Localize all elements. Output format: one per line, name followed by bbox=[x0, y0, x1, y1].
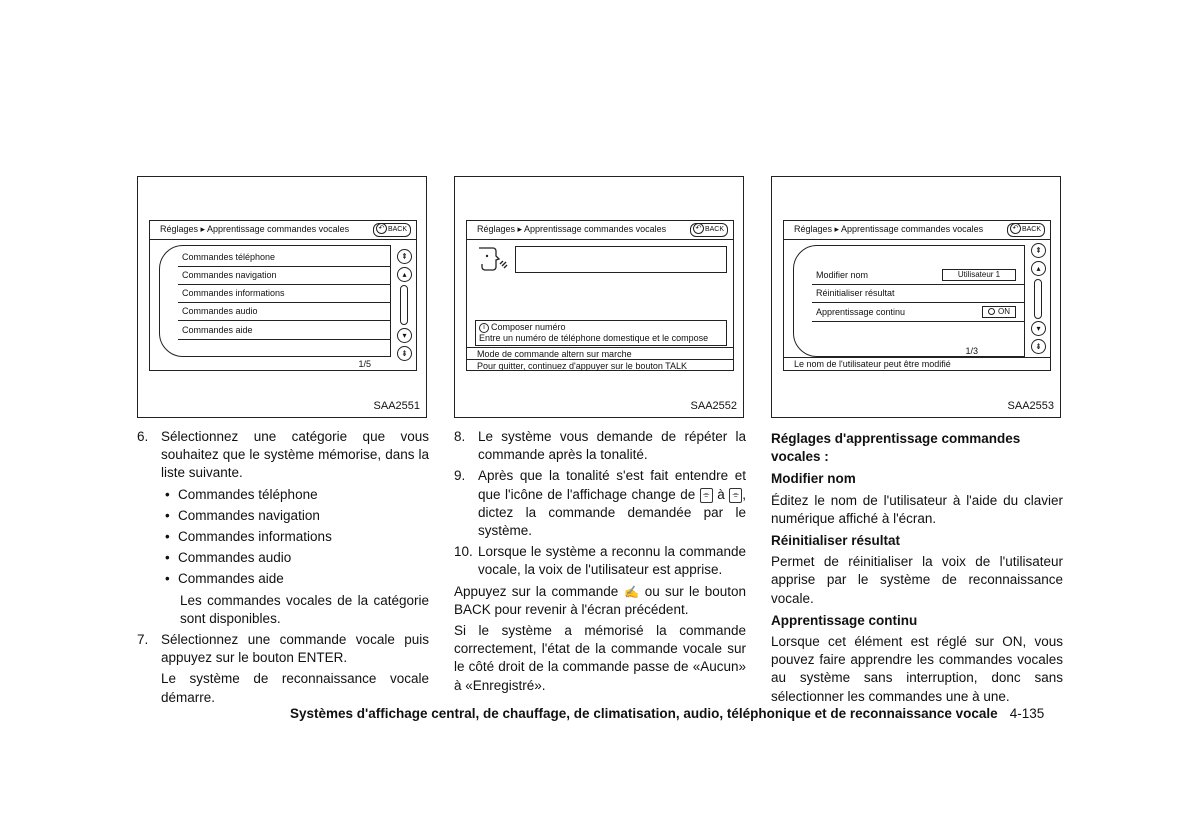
setting-label: Apprentissage continu bbox=[816, 307, 906, 317]
step-text: Sélectionnez une catégorie que vous souhaitez que le système mémorise, dans la liste suivante. bbox=[161, 429, 429, 481]
list-item: • Commandes navigation bbox=[160, 507, 429, 525]
menu-item-label: Commandes navigation bbox=[182, 270, 277, 280]
screen-header bbox=[784, 221, 1050, 240]
user-name-value: Utilisateur 1 bbox=[942, 269, 1016, 281]
figure-saa2553 bbox=[771, 176, 1061, 418]
text: ou sur le bouton BACK pour revenir à l'écran précédent. bbox=[454, 583, 746, 617]
subheading-modifier-nom: Modifier nom bbox=[771, 471, 856, 487]
toggle-on[interactable] bbox=[982, 306, 1016, 318]
back-arrow-icon: ↶ bbox=[1010, 223, 1021, 234]
status-bar-exit: Pour quitter, continuez d'appuyer sur le bouton TALK bbox=[467, 359, 733, 372]
step-number: 9. bbox=[454, 468, 466, 484]
page-number: 4-135 bbox=[1009, 706, 1045, 721]
screen-title: Réglages ▸ Apprentissage commandes vocales bbox=[477, 224, 667, 234]
settings-menu bbox=[793, 245, 1025, 357]
figure-code: SAA2552 bbox=[690, 400, 737, 412]
screen-voice-categories bbox=[149, 220, 417, 371]
category-menu bbox=[159, 245, 391, 357]
page-up-double-icon[interactable]: ⇞ bbox=[1031, 243, 1046, 258]
setting-row-modifier-nom[interactable] bbox=[812, 266, 1024, 285]
scroll-down-icon[interactable]: ▾ bbox=[397, 328, 412, 343]
step-number: 10. bbox=[454, 544, 473, 560]
figure-code: SAA2553 bbox=[1007, 400, 1054, 412]
status-bar-mode: Mode de commande altern sur marche bbox=[467, 347, 733, 360]
paragraph-back bbox=[454, 583, 746, 619]
menu-item-navigation[interactable] bbox=[178, 266, 390, 285]
command-description: Entre un numéro de téléphone domestique et le compose bbox=[479, 333, 709, 343]
section-heading: Réglages d'apprentissage commandes vocales : bbox=[771, 431, 1021, 465]
step-8 bbox=[454, 428, 746, 464]
paragraph-status: Si le système a mémorisé la commande correctement, l'état de la commande vocale sur le côté droit de la commande passe de «Aucun» à «Enregistré». bbox=[454, 623, 746, 693]
back-label: BACK bbox=[1021, 226, 1041, 233]
menu-item-label: Commandes téléphone bbox=[182, 252, 276, 262]
status-bar-hint: Le nom de l'utilisateur peut être modifié bbox=[784, 357, 1050, 371]
menu-item-label: Commandes informations bbox=[182, 288, 285, 298]
info-icon: i bbox=[479, 323, 489, 333]
figure-saa2551 bbox=[137, 176, 427, 418]
figure-saa2552 bbox=[454, 176, 744, 418]
step-6-note: Les commandes vocales de la catégorie sont disponibles. bbox=[180, 592, 429, 626]
column-3 bbox=[771, 428, 1063, 709]
back-button[interactable] bbox=[1007, 223, 1045, 237]
step-7-note: Le système de reconnaissance vocale démarre. bbox=[161, 671, 429, 705]
paragraph-apprentissage: Lorsque cet élément est réglé sur ON, vous pouvez faire apprendre les commandes vocales au système sans interruption, donc sans sélectionner les commandes une à une. bbox=[771, 634, 1063, 704]
figure-code: SAA2551 bbox=[373, 400, 420, 412]
menu-item-label: Commandes audio bbox=[182, 306, 258, 316]
category-list bbox=[137, 486, 429, 589]
menu-item-informations[interactable] bbox=[178, 284, 390, 303]
scroll-up-icon[interactable]: ▴ bbox=[1031, 261, 1046, 276]
footer-title: Systèmes d'affichage central, de chauffage, de climatisation, audio, téléphonique et de reconnaissance vocale bbox=[290, 706, 998, 721]
list-item: • Commandes informations bbox=[160, 528, 429, 546]
page-up-double-icon[interactable]: ⇞ bbox=[397, 249, 412, 264]
back-button[interactable] bbox=[373, 223, 411, 237]
page-indicator: 1/3 bbox=[965, 346, 978, 356]
back-button[interactable] bbox=[690, 223, 728, 237]
step-number: 7. bbox=[137, 632, 149, 648]
back-arrow-icon: ↶ bbox=[693, 223, 704, 234]
back-label: BACK bbox=[704, 226, 724, 233]
column-1 bbox=[137, 428, 429, 710]
voice-command-icon: ✍ bbox=[624, 584, 639, 599]
menu-item-audio[interactable] bbox=[178, 302, 390, 321]
command-title: Composer numéro bbox=[491, 322, 566, 332]
scrollbar[interactable] bbox=[400, 285, 408, 325]
step-text: Le système vous demande de répéter la commande après la tonalité. bbox=[478, 429, 746, 463]
indicator-light-icon bbox=[988, 308, 995, 315]
subheading-apprentissage: Apprentissage continu bbox=[771, 612, 918, 628]
screen-learning-settings bbox=[783, 220, 1051, 371]
page-down-double-icon[interactable]: ⇟ bbox=[1031, 339, 1046, 354]
back-label: BACK bbox=[387, 226, 407, 233]
step-7 bbox=[137, 631, 429, 667]
step-text: à bbox=[717, 486, 725, 502]
page-down-double-icon[interactable]: ⇟ bbox=[397, 346, 412, 361]
step-text: , dictez la commande demandée par le système. bbox=[478, 486, 746, 539]
page-indicator: 1/5 bbox=[358, 359, 371, 369]
speaking-head-icon bbox=[475, 245, 511, 275]
scrollbar[interactable] bbox=[1034, 279, 1042, 319]
text: Appuyez sur la commande bbox=[454, 583, 619, 599]
speaking-icon: ⌯ bbox=[729, 488, 742, 503]
step-10 bbox=[454, 543, 746, 579]
setting-label: Modifier nom bbox=[816, 270, 869, 280]
menu-item-telephone[interactable] bbox=[178, 248, 390, 267]
back-arrow-icon: ↶ bbox=[376, 223, 387, 234]
setting-row-reinitialiser[interactable] bbox=[812, 284, 1024, 303]
paragraph-modifier-nom: Éditez le nom de l'utilisateur à l'aide du clavier numérique affiché à l'écran. bbox=[771, 492, 1063, 526]
subheading-reinitialiser: Réinitialiser résultat bbox=[771, 533, 901, 549]
screen-voice-learning bbox=[466, 220, 734, 371]
column-2 bbox=[454, 428, 746, 698]
screen-title: Réglages ▸ Apprentissage commandes vocales bbox=[794, 224, 984, 234]
step-text: Après que la tonalité s'est fait entendre et que l'icône de l'affichage change de bbox=[478, 468, 746, 502]
talk-icon: ⌯ bbox=[700, 488, 713, 503]
screen-title: Réglages ▸ Apprentissage commandes vocales bbox=[160, 224, 350, 234]
list-item: • Commandes audio bbox=[160, 549, 429, 567]
screen-header bbox=[150, 221, 416, 240]
setting-row-apprentissage-continu[interactable] bbox=[812, 303, 1024, 322]
step-6 bbox=[137, 428, 429, 483]
menu-item-aide[interactable] bbox=[178, 321, 390, 340]
toggle-value: ON bbox=[998, 307, 1010, 316]
step-text: Sélectionnez une commande vocale puis appuyez sur le bouton ENTER. bbox=[161, 632, 429, 666]
step-number: 8. bbox=[454, 429, 466, 444]
step-text: Lorsque le système a reconnu la commande vocale, la voix de l'utilisateur est apprise. bbox=[478, 544, 746, 578]
screen-header bbox=[467, 221, 733, 240]
voice-input-display bbox=[515, 246, 727, 273]
list-item: • Commandes aide bbox=[160, 570, 429, 588]
list-item: • Commandes téléphone bbox=[160, 486, 429, 504]
scroll-up-icon[interactable]: ▴ bbox=[397, 267, 412, 282]
menu-item-label: Commandes aide bbox=[182, 325, 253, 335]
page-footer bbox=[290, 706, 1044, 721]
step-9 bbox=[454, 467, 746, 540]
scroll-down-icon[interactable]: ▾ bbox=[1031, 321, 1046, 336]
paragraph-reinitialiser: Permet de réinitialiser la voix de l'utilisateur apprise par le système de reconnaissance vocale. bbox=[771, 554, 1063, 606]
command-info-box bbox=[475, 320, 727, 346]
setting-label: Réinitialiser résultat bbox=[816, 288, 895, 298]
step-number: 6. bbox=[137, 429, 149, 444]
